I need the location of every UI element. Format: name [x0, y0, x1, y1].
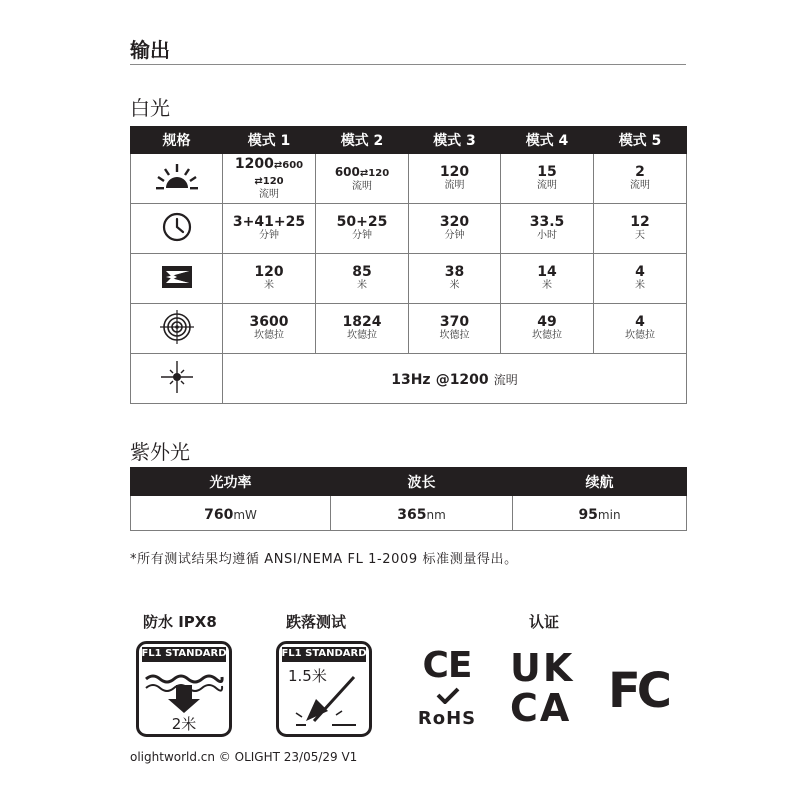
col-header: 续航: [513, 468, 687, 496]
runtime-cell: 320 分钟: [409, 204, 501, 254]
footer-text: olightworld.cn © OLIGHT 23/05/29 V1: [130, 750, 358, 764]
ukca-top: UK: [510, 646, 575, 690]
certification-label: 认证: [529, 613, 560, 631]
strobe-icon: [159, 359, 195, 395]
uv-light-title: 紫外光: [130, 440, 190, 464]
uv-wavelength-cell: 365nm: [331, 496, 513, 531]
lumens-cell: 15 流明: [501, 154, 594, 204]
check-icon: [412, 686, 482, 704]
fc-mark: FC: [608, 663, 669, 719]
title-divider: [130, 64, 686, 65]
col-header: 模式 5: [594, 127, 687, 154]
ukca-bottom: CA: [510, 686, 572, 730]
ce-rohs-logo: [412, 646, 482, 730]
distance-cell: 85 米: [316, 254, 409, 304]
page-title: 输出: [130, 38, 170, 62]
intensity-cell: 1824 坎德拉: [316, 304, 409, 354]
lumens-cell: 2 流明: [594, 154, 687, 204]
runtime-cell: 3+41+25 分钟: [223, 204, 316, 254]
lumens-cell: 1200⇄600 ⇄120 流明: [223, 154, 316, 204]
impact-height: 1.5米: [288, 667, 327, 685]
row-icon-cell: [131, 254, 223, 304]
ce-mark: CE: [422, 645, 472, 686]
waterproof-badge: [136, 641, 232, 737]
distance-cell: 4 米: [594, 254, 687, 304]
row-icon-cell: [131, 354, 223, 404]
white-light-table: [130, 126, 687, 404]
clock-icon: [161, 211, 193, 243]
table-row: [131, 354, 687, 404]
col-header: 模式 1: [223, 127, 316, 154]
footnote: *所有测试结果均遵循 ANSI/NEMA FL 1-2009 标准测量得出。: [130, 552, 518, 567]
table-header-row: [131, 127, 687, 154]
impact-badge: [276, 641, 372, 737]
intensity-cell: 370 坎德拉: [409, 304, 501, 354]
white-light-title: 白光: [130, 96, 170, 120]
intensity-cell: 4 坎德拉: [594, 304, 687, 354]
col-header: 光功率: [131, 468, 331, 496]
intensity-cell: 49 坎德拉: [501, 304, 594, 354]
lumens-cell: 600⇄120 流明: [316, 154, 409, 204]
table-row: [131, 496, 687, 531]
runtime-cell: 50+25 分钟: [316, 204, 409, 254]
beam-distance-icon: [160, 264, 194, 290]
table-row: [131, 304, 687, 354]
distance-cell: 14 米: [501, 254, 594, 304]
col-header: 模式 3: [409, 127, 501, 154]
fcc-logo: [608, 660, 688, 722]
impact-label: 跌落测试: [286, 613, 347, 631]
lumens-cell: 120 流明: [409, 154, 501, 204]
waterproof-label: 防水 IPX8: [143, 613, 217, 631]
uv-power-cell: 760mW: [131, 496, 331, 531]
table-row: [131, 254, 687, 304]
intensity-target-icon: [160, 310, 194, 344]
uv-runtime-cell: 95min: [513, 496, 687, 531]
ukca-logo: [510, 648, 582, 732]
rohs-mark: RoHS: [417, 708, 477, 729]
brightness-icon: [155, 162, 199, 192]
strobe-cell: 13Hz @1200 流明: [223, 354, 687, 404]
row-icon-cell: [131, 154, 223, 204]
col-header: 波长: [331, 468, 513, 496]
table-row: [131, 204, 687, 254]
row-icon-cell: [131, 304, 223, 354]
distance-cell: 120 米: [223, 254, 316, 304]
uv-light-table: [130, 467, 687, 531]
col-header: 模式 4: [501, 127, 594, 154]
fl1-standard-text: FL1 STANDARD: [141, 648, 227, 659]
row-icon-cell: [131, 204, 223, 254]
runtime-cell: 12 天: [594, 204, 687, 254]
col-header: 规格: [131, 127, 223, 154]
intensity-cell: 3600 坎德拉: [223, 304, 316, 354]
runtime-cell: 33.5 小时: [501, 204, 594, 254]
waterproof-depth: 2米: [171, 715, 197, 733]
table-header-row: [131, 468, 687, 496]
table-row: [131, 154, 687, 204]
col-header: 模式 2: [316, 127, 409, 154]
fl1-standard-text: FL1 STANDARD: [281, 648, 367, 659]
distance-cell: 38 米: [409, 254, 501, 304]
